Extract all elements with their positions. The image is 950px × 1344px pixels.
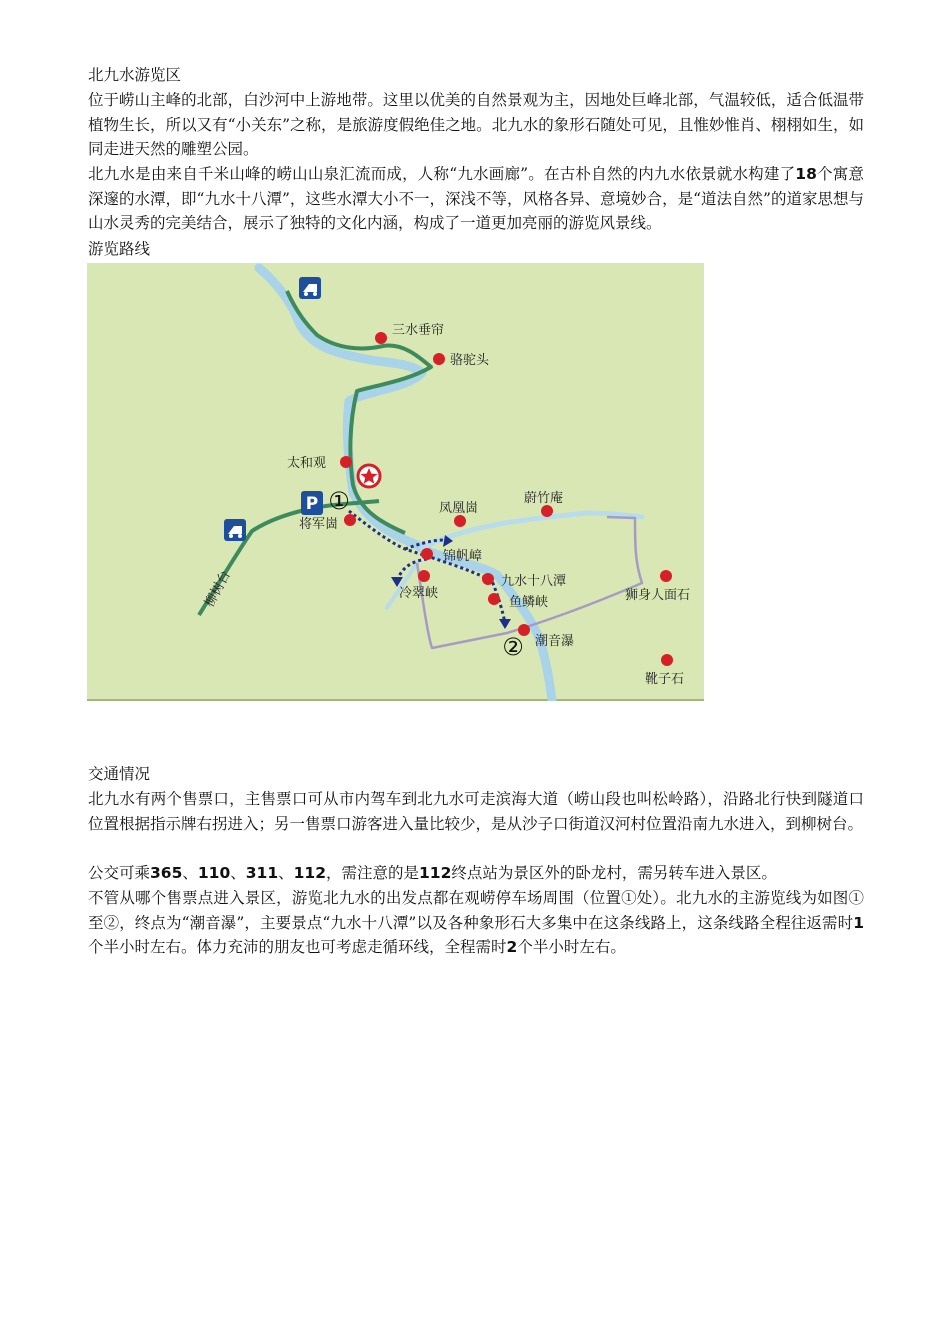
label-lengcui: 冷翠峡: [399, 586, 439, 601]
route-text-c: 个半小时左右。: [517, 938, 626, 956]
traffic-paragraph-1: 北九水有两个售票口，主售票口可从市内驾车到北九水可走滨海大道（崂山段也叫松岭路），沿路北行快到隧道口位置根据指示牌右拐进入；另一售票口游客进入量比较少，是从沙子口街道汉河村位置沿南九水进入，到柳树台。: [88, 790, 864, 833]
bus-sep-1: 、: [182, 864, 198, 882]
bus-number-112: 112: [293, 864, 326, 882]
transport-icon-north: [299, 277, 321, 299]
poi-luotuo: [433, 353, 445, 365]
label-xuezi: 靴子石: [645, 672, 685, 687]
label-yulin: 鱼鳞峡: [509, 595, 549, 610]
label-weizhu: 蔚竹庵: [524, 491, 564, 506]
label-shishen: 狮身人面石: [625, 588, 691, 603]
label-liushutai: 柳树台: [202, 568, 234, 610]
bus-sep-3: 、: [278, 864, 294, 882]
poi-shishen: [660, 570, 672, 582]
label-taihe: 太和观: [287, 456, 327, 471]
poi-fenghuang: [454, 515, 466, 527]
bus-number-311: 311: [245, 864, 279, 882]
intro-paragraph-2: [88, 162, 864, 236]
tour-route-map: [87, 263, 704, 701]
route-text-b: 个半小时左右。体力充沛的朋友也可考虑走循环线，全程需时: [88, 938, 507, 956]
poi-jiushui18: [482, 573, 494, 585]
p2-text-a: 北九水是由来自千米山峰的崂山山泉汇流而成，人称“九水画廊”。在古朴自然的内九水依景就水构建了: [88, 165, 796, 183]
poi-yulin: [488, 593, 500, 605]
p2-number-18: 18: [795, 165, 817, 183]
label-jinfan: 锦帆嶂: [443, 549, 483, 564]
end-point-marker: ②: [502, 633, 524, 661]
label-fenghuang: 凤凰崮: [439, 501, 479, 516]
bus-number-112-terminal: 112: [419, 864, 452, 882]
p2-text-b: 个寓意深邃的水潭，即“九水十八潭”，这些水潭大小不一，深浅不等，风格各异、意境妙合，是“道法自然”的道家思想与山水灵秀的完美结合，展示了独特的文化内涵，构成了一道更加亮丽的游览风景线。: [88, 165, 864, 232]
bus-number-110: 110: [197, 864, 231, 882]
bus-sep-2: 、: [230, 864, 246, 882]
poi-xuezi: [661, 654, 673, 666]
poi-lengcui: [418, 570, 430, 582]
intro-paragraph-1: 位于崂山主峰的北部，白沙河中上游地带。这里以优美的自然景观为主，因地处巨峰北部，气温较低，适合低温带植物生长，所以又有“小关东”之称，是旅游度假绝佳之地。北九水的象形石随处可见，且惟妙惟肖、栩栩如生，如同走进天然的雕塑公园。: [88, 91, 864, 158]
parking-icon: [301, 491, 323, 515]
poi-sanshui: [375, 332, 387, 344]
route-title: 游览路线: [88, 240, 151, 258]
poi-jiangjun: [344, 514, 356, 526]
start-point-marker: ①: [328, 487, 350, 515]
traffic-paragraph-route: [88, 886, 864, 960]
label-chaoyin: 潮音瀑: [535, 634, 575, 649]
section-title-traffic: 交通情况: [88, 765, 151, 783]
route-hours-2: 2: [506, 938, 518, 956]
bus-text-a: 公交可乘: [88, 864, 151, 882]
parking-letter: P: [305, 494, 319, 514]
temple-star-icon: [358, 465, 380, 487]
bus-number-365: 365: [150, 864, 183, 882]
route-hours-1: 1: [853, 913, 864, 932]
route-text-a: 不管从哪个售票点进入景区，游览北九水的出发点都在观崂停车场周围（位置①处）。北九水的主游览线为如图①至②，终点为“潮音瀑”，主要景点“九水十八潭”以及各种象形石大多集中在这条线路上，这条线路全程往返需时: [88, 889, 864, 932]
section-title-beijiushui: 北九水游览区: [88, 66, 182, 84]
poi-weizhu: [541, 505, 553, 517]
poi-jinfan: [421, 548, 433, 560]
label-sanshui: 三水垂帘: [392, 323, 445, 338]
bus-text-b: ，需注意的是: [326, 864, 420, 882]
poi-taihe: [340, 456, 352, 468]
label-jiushui18: 九水十八潭: [501, 574, 567, 589]
label-luotuo: 骆驼头: [450, 353, 490, 368]
transport-icon-west: [224, 519, 246, 541]
traffic-paragraph-bus: [88, 861, 864, 886]
bus-text-c: 终点站为景区外的卧龙村，需另转车进入景区。: [451, 864, 777, 882]
label-jiangjun: 将军崮: [299, 517, 339, 532]
